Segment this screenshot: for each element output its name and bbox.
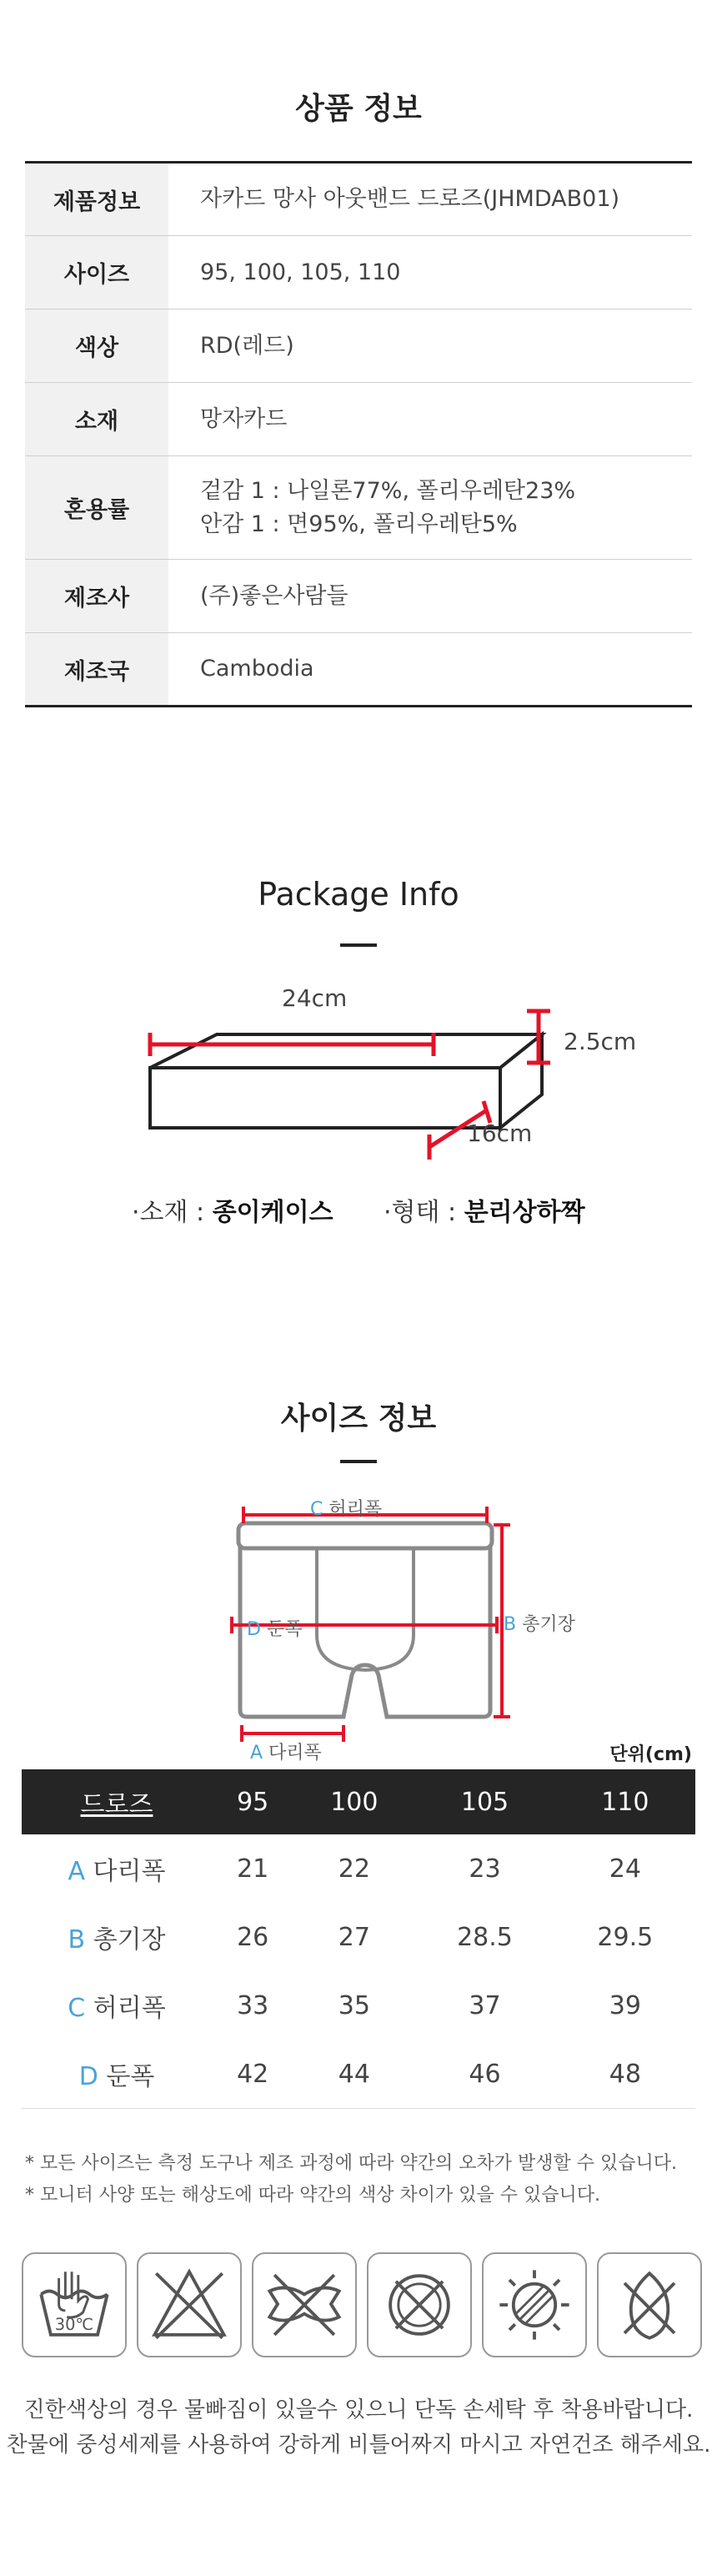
material-value: 종이케이스	[212, 1198, 333, 1227]
table-cell: 23	[469, 1854, 501, 1884]
svg-text:30℃: 30℃	[54, 2315, 94, 2335]
size-table	[22, 1769, 695, 2109]
product-info-title: 상품 정보	[295, 92, 422, 126]
spec-value: 자카드 망사 아웃밴드 드로즈(JHMDAB01)	[200, 186, 620, 212]
unit-label: 단위(cm)	[609, 1744, 692, 1765]
spec-key: 소재	[25, 383, 168, 456]
table-row	[22, 1971, 695, 2040]
spec-value: 겉감 1 : 나일론77%, 폴리우레탄23%	[200, 477, 576, 504]
header-size: 110	[555, 1769, 695, 1834]
leg-diagram-label: A 다리폭	[250, 1743, 322, 1763]
table-cell: 39	[609, 1990, 641, 2020]
spec-key: 제조사	[25, 560, 168, 633]
length-diagram-label: B 총기장	[504, 1614, 575, 1635]
spec-value: (주)좋은사람들	[200, 582, 348, 609]
title-divider	[340, 1460, 377, 1463]
no-sun-dry-icon	[482, 2252, 587, 2357]
product-spec-table	[25, 161, 692, 707]
table-row	[22, 1834, 695, 1903]
spec-value: 망자카드	[200, 405, 288, 432]
spec-row	[25, 633, 692, 707]
no-bleach-icon	[137, 2252, 242, 2357]
table-row	[22, 2040, 695, 2109]
spec-key: 색상	[25, 309, 168, 383]
package-form	[384, 1191, 585, 1228]
spec-row	[25, 163, 692, 236]
table-cell: 44	[338, 2059, 370, 2089]
spec-key: 제품정보	[25, 163, 168, 236]
table-cell: 35	[338, 1990, 370, 2020]
package-material	[132, 1191, 333, 1228]
hip-diagram-label: D 둔폭	[247, 1619, 303, 1640]
drawers-waistband	[238, 1523, 492, 1548]
table-row	[22, 1903, 695, 1971]
waist-diagram-label: C 허리폭	[310, 1499, 383, 1520]
no-dry-clean-icon	[367, 2252, 472, 2357]
package-height-label: 2.5cm	[564, 1028, 637, 1055]
title-divider	[340, 943, 377, 947]
form-label: ·형태 :	[384, 1198, 464, 1227]
spec-value: 95, 100, 105, 110	[200, 259, 401, 285]
row-label: A 다리폭	[68, 1857, 166, 1886]
table-cell: 26	[237, 1922, 269, 1952]
row-label: B 총기장	[68, 1925, 166, 1955]
care-instruction-line: 진한색상의 경우 물빠짐이 있을수 있으니 단독 손세탁 후 착용바랍니다.	[23, 2397, 694, 2423]
size-note: * 모니터 사양 또는 해상도에 따라 약간의 색상 차이가 있을 수 있습니다.	[25, 2185, 600, 2206]
table-cell: 37	[469, 1990, 501, 2020]
spec-key: 사이즈	[25, 236, 168, 309]
package-depth-label: 16cm	[467, 1119, 533, 1147]
box-top-face	[150, 1034, 542, 1068]
spec-row	[25, 560, 692, 633]
size-note: * 모든 사이즈는 측정 도구나 제조 과정에 따라 약간의 오차가 발생할 수 있습니다.	[25, 2153, 677, 2174]
spec-row	[25, 456, 692, 560]
package-info-title: Package Info	[258, 876, 459, 913]
row-label: C 허리폭	[68, 1994, 166, 2023]
form-value: 분리상하짝	[464, 1198, 585, 1227]
spec-key: 제조국	[25, 633, 168, 707]
material-label: ·소재 :	[132, 1198, 213, 1227]
table-cell: 29.5	[597, 1922, 654, 1952]
size-info-title: 사이즈 정보	[280, 1401, 437, 1436]
header-size: 95	[212, 1769, 293, 1834]
table-cell: 33	[237, 1990, 269, 2020]
table-cell: 48	[609, 2059, 641, 2089]
spec-row	[25, 236, 692, 309]
spec-value: RD(레드)	[200, 332, 294, 359]
spec-row	[25, 383, 692, 456]
table-cell: 22	[338, 1854, 370, 1884]
spec-row	[25, 309, 692, 383]
table-cell: 24	[609, 1854, 641, 1884]
row-label: D 둔폭	[78, 2062, 155, 2091]
spec-value: 안감 1 : 면95%, 폴리우레탄5%	[200, 511, 518, 537]
box-front-face	[150, 1068, 500, 1128]
table-cell: 21	[237, 1854, 269, 1884]
spec-value: Cambodia	[200, 656, 314, 682]
header-size: 100	[293, 1769, 414, 1834]
spec-key: 혼용률	[25, 456, 168, 560]
hand-wash-30-icon	[22, 2252, 127, 2357]
table-cell: 42	[237, 2059, 269, 2089]
table-cell: 46	[469, 2059, 501, 2089]
size-table-header	[22, 1769, 695, 1834]
table-cell: 27	[338, 1922, 370, 1952]
care-instruction-line: 찬물에 중성세제를 사용하여 강하게 비틀어짜지 마시고 자연건조 해주세요.	[6, 2433, 711, 2458]
no-tumble-dry-icon	[252, 2252, 357, 2357]
header-label: 드로즈	[80, 1790, 153, 1819]
no-iron-icon	[597, 2252, 702, 2357]
table-cell: 28.5	[457, 1922, 513, 1952]
package-width-label: 24cm	[282, 984, 348, 1012]
header-size: 105	[414, 1769, 554, 1834]
